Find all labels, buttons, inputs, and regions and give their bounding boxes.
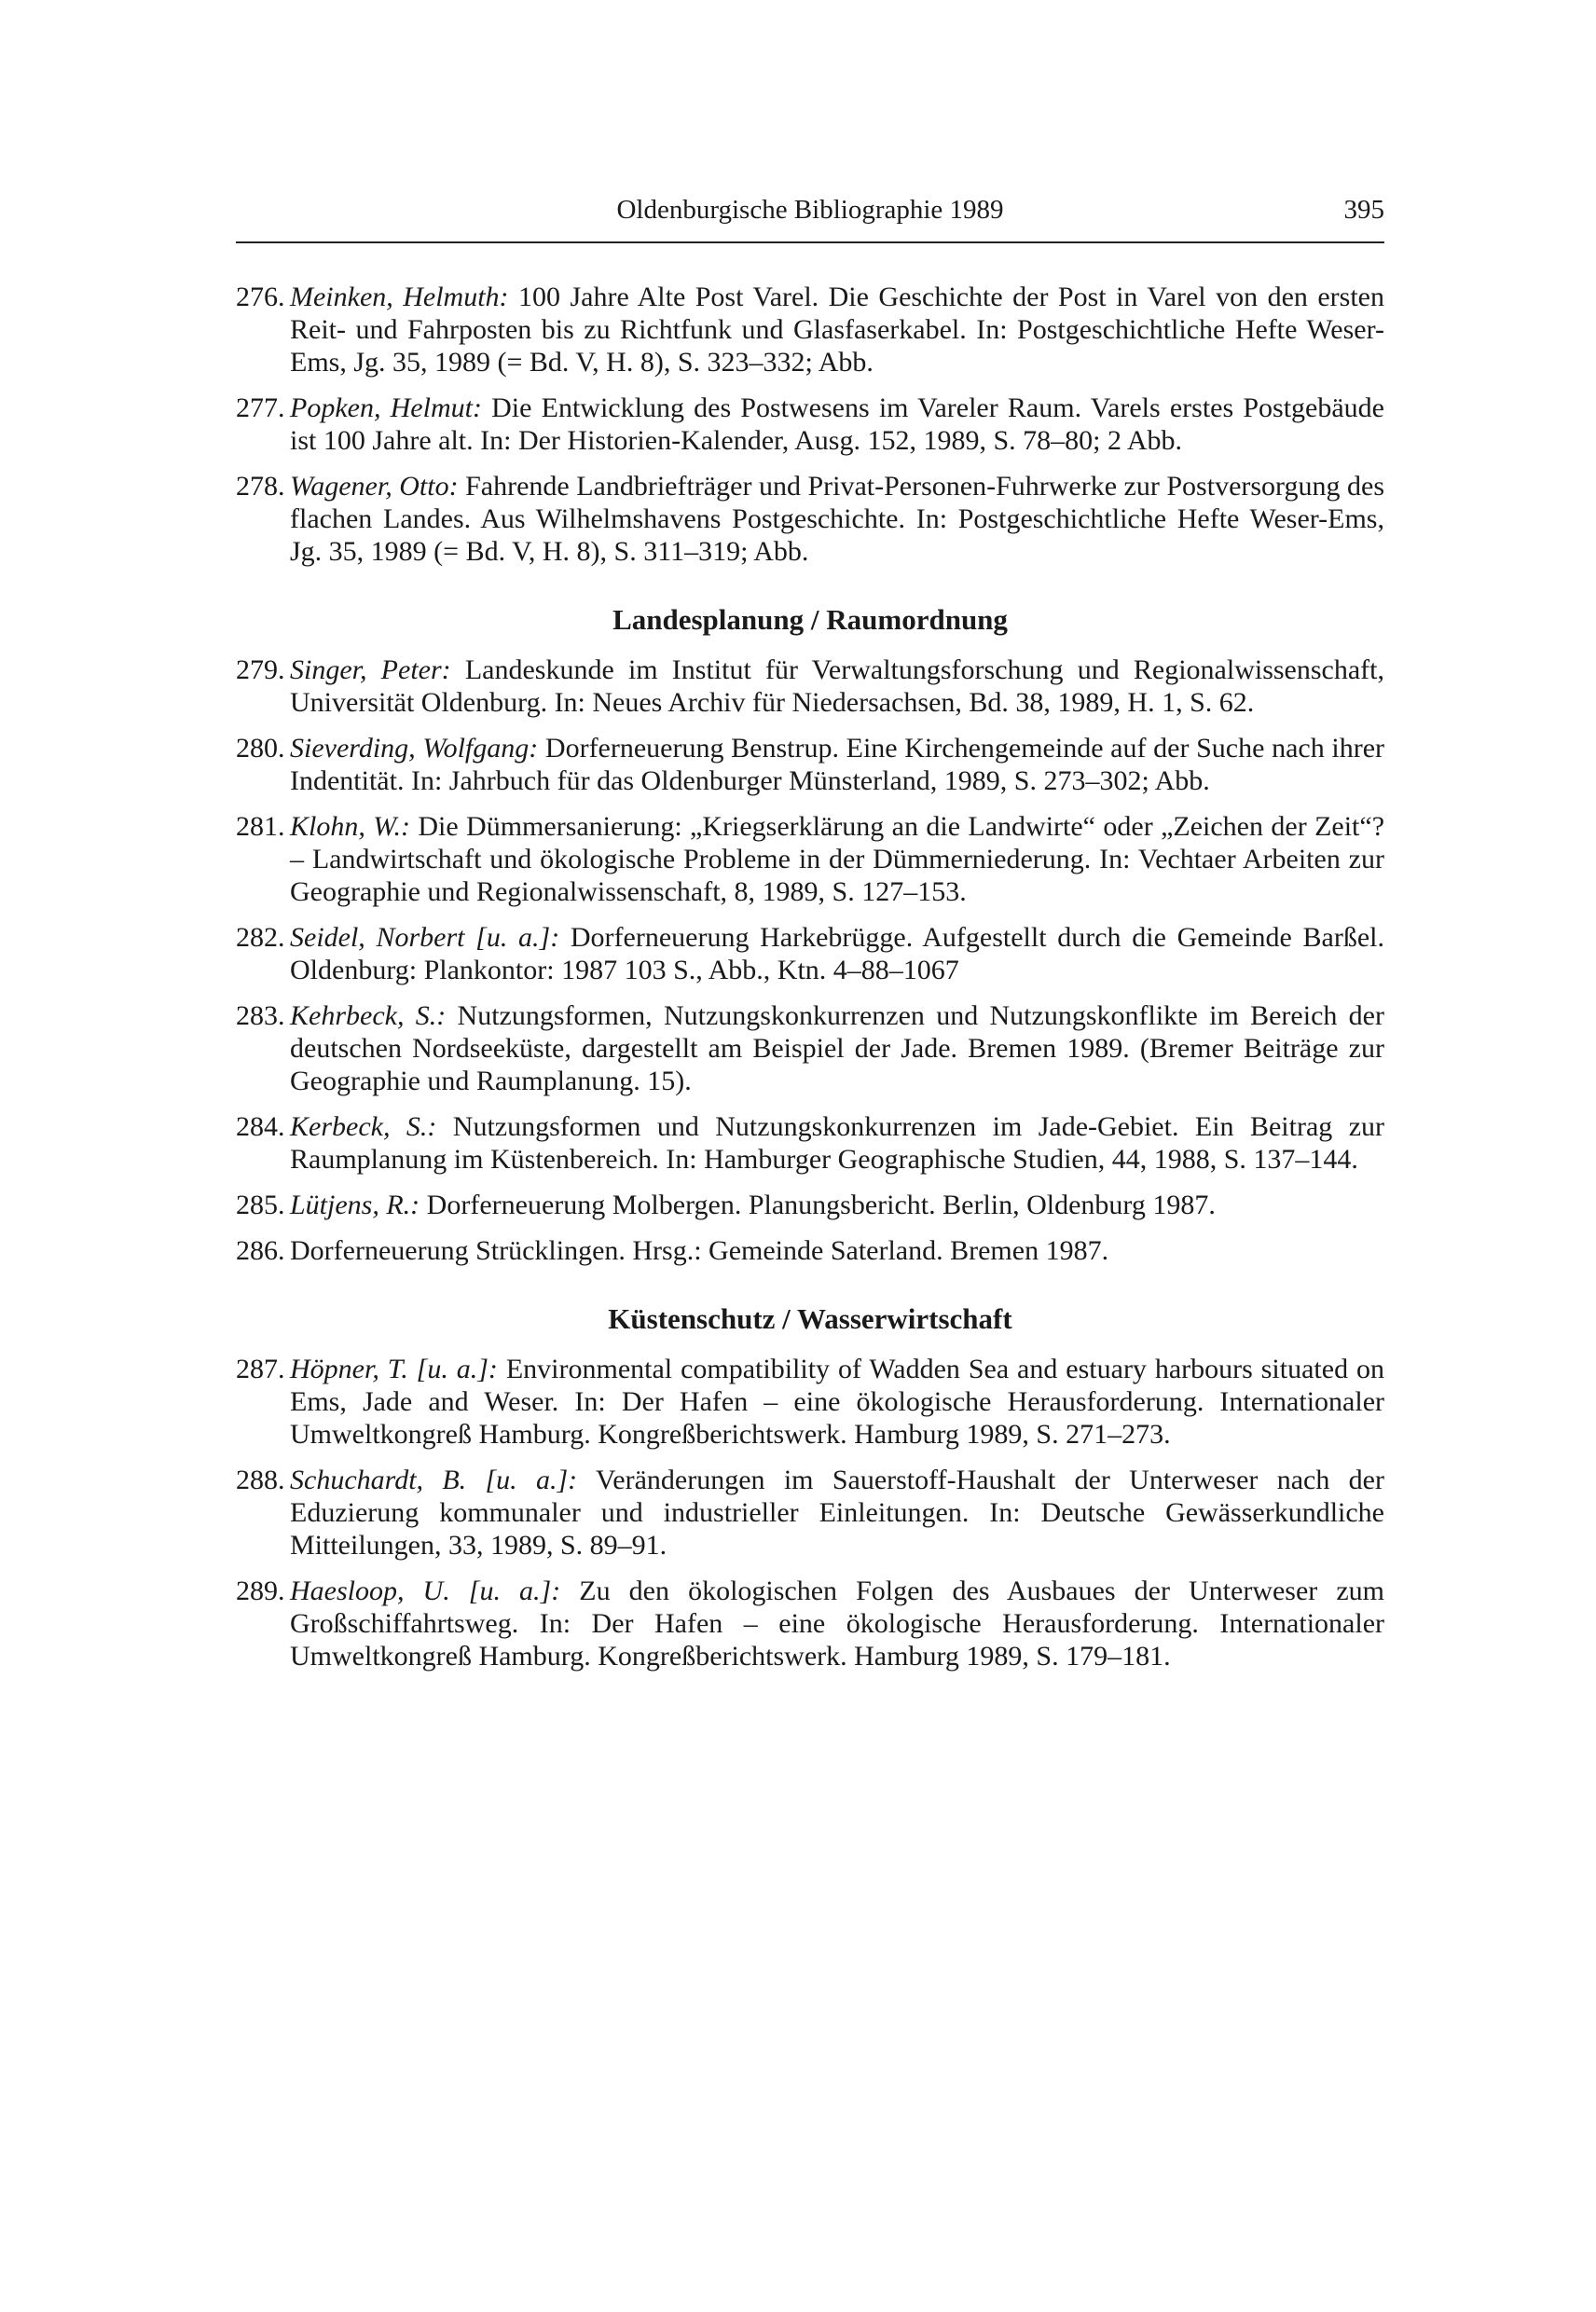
- entry-description: Veränderungen im Sauerstoff-Haushalt der Unterweser nach der Eduzierung kommunaler und industrieller Einleitungen. In: Deutsche Gewässerkundliche Mitteilungen, 33, 1989, S. 89–91.: [290, 1465, 1384, 1561]
- entry-number: 285.: [236, 1190, 285, 1220]
- section-heading: Küstenschutz / Wasserwirtschaft: [608, 1302, 1012, 1335]
- entry-number: 281.: [236, 811, 285, 842]
- bibliography-entry: [236, 810, 1384, 908]
- entry-text: [290, 1353, 1384, 1451]
- entry-number: 276.: [236, 282, 285, 312]
- entry-number: 284.: [236, 1111, 285, 1142]
- bibliography-entry: [236, 1353, 1384, 1451]
- entry-description: Zu den ökologischen Folgen des Ausbaues der Unterweser zum Großschiffahrtsweg. In: Der Hafen – eine ökologische Herausforderung. Internationaler Umweltkongreß Hamburg. Kongreßberichtswerk. Hamburg 1989, S. 179–181.: [290, 1576, 1385, 1672]
- entry-author: Kehrbeck, S.:: [290, 1000, 447, 1031]
- entry-description: Nutzungsformen, Nutzungskonkurrenzen und Nutzungskonflikte im Bereich der deutschen Nordseeküste, dargestellt am Beispiel der Jade. Bremen 1989. (Bremer Beiträge zur Geographie und Raumplanung. 15).: [290, 1000, 1384, 1096]
- bibliography-list: [236, 281, 1384, 1672]
- entry-author: Lütjens, R.:: [290, 1190, 420, 1220]
- entry-author: Sieverding, Wolfgang:: [290, 733, 539, 764]
- entry-text: [290, 1575, 1384, 1672]
- entry-text: [290, 1189, 1384, 1221]
- bibliography-entry: [236, 1575, 1384, 1672]
- entry-author: Kerbeck, S.:: [290, 1111, 437, 1142]
- entry-text: [290, 1234, 1384, 1267]
- bibliography-entry: [236, 1464, 1384, 1562]
- entry-description: Fahrende Landbriefträger und Privat-Personen-Fuhrwerke zur Postversorgung des flachen Landes. Aus Wilhelmshavens Postgeschichte. In: Postgeschichtliche Hefte Weser-Ems, Jg. 35, 1989 (= Bd. V, H. 8), S. 311–319; Abb.: [290, 471, 1384, 567]
- bibliography-entry: [236, 921, 1384, 986]
- entry-description: Dorferneuerung Strücklingen. Hrsg.: Gemeinde Saterland. Bremen 1987.: [290, 1235, 1109, 1266]
- entry-number: 289.: [236, 1576, 285, 1606]
- entry-text: [290, 1110, 1384, 1176]
- entry-text: [290, 470, 1384, 568]
- page: [236, 191, 1384, 1686]
- bibliography-entry: [236, 999, 1384, 1097]
- entry-author: Klohn, W.:: [290, 811, 410, 842]
- entry-author: Höpner, T. [u. a.]:: [290, 1354, 498, 1384]
- entry-text: [290, 1464, 1384, 1562]
- entry-author: Singer, Peter:: [290, 654, 451, 685]
- entry-description: Die Entwicklung des Postwesens im Vareler Raum. Varels erstes Postgebäude ist 100 Jahre alt. In: Der Historien-Kalender, Ausg. 152, 1989, S. 78–80; 2 Abb.: [290, 392, 1384, 456]
- entry-author: Meinken, Helmuth:: [290, 282, 509, 312]
- bibliography-entry: [236, 654, 1384, 719]
- entry-description: Nutzungsformen und Nutzungskonkurrenzen im Jade-Gebiet. Ein Beitrag zur Raumplanung im Küstenbereich. In: Hamburger Geographische Studien, 44, 1988, S. 137–144.: [290, 1111, 1385, 1175]
- entry-number: 286.: [236, 1235, 285, 1266]
- entry-text: [290, 392, 1384, 457]
- entry-number: 280.: [236, 733, 285, 764]
- running-head: [236, 191, 1384, 243]
- running-head-title: Oldenburgische Bibliographie 1989: [616, 195, 1004, 225]
- entry-text: [290, 732, 1384, 797]
- entry-author: Popken, Helmut:: [290, 392, 482, 423]
- entry-number: 277.: [236, 392, 285, 423]
- entry-text: [290, 810, 1384, 908]
- entry-description: Landeskunde im Institut für Verwaltungsforschung und Regionalwissenschaft, Universität Oldenburg. In: Neues Archiv für Niedersachsen, Bd. 38, 1989, H. 1, S. 62.: [290, 654, 1384, 718]
- entry-description: Dorferneuerung Molbergen. Planungsbericht. Berlin, Oldenburg 1987.: [420, 1190, 1216, 1220]
- entry-text: [290, 921, 1384, 986]
- entry-number: 283.: [236, 1000, 285, 1031]
- entry-description: Environmental compatibility of Wadden Sea and estuary harbours situated on Ems, Jade and Weser. In: Der Hafen – eine ökologische Herausforderung. Internationaler Umweltkongreß Hamburg. Kongreßberichtswerk. Hamburg 1989, S. 271–273.: [290, 1354, 1384, 1450]
- bibliography-entry: [236, 1234, 1384, 1267]
- bibliography-entry: [236, 281, 1384, 378]
- entry-author: Wagener, Otto:: [290, 471, 459, 502]
- entry-number: 282.: [236, 922, 285, 953]
- entry-text: [290, 654, 1384, 719]
- entry-author: Seidel, Norbert [u. a.]:: [290, 922, 560, 953]
- bibliography-entry: [236, 732, 1384, 797]
- entry-description: Die Dümmersanierung: „Kriegserklärung an die Landwirte“ oder „Zeichen der Zeit“? – Landwirtschaft und ökologische Probleme in der Dümmerniederung. In: Vechtaer Arbeiten zur Geographie und Regionalwissenschaft, 8, 1989, S. 127–153.: [290, 811, 1385, 907]
- entry-description: Dorferneuerung Harkebrügge. Aufgestellt durch die Gemeinde Barßel. Oldenburg: Plankontor: 1987 103 S., Abb., Ktn. 4–88–1067: [290, 922, 1384, 985]
- section-heading: Landesplanung / Raumordnung: [612, 603, 1008, 636]
- entry-number: 279.: [236, 654, 285, 685]
- bibliography-entry: [236, 470, 1384, 568]
- page-number: 395: [1343, 195, 1384, 225]
- bibliography-entry: [236, 1110, 1384, 1176]
- entry-author: Haesloop, U. [u. a.]:: [290, 1576, 561, 1606]
- bibliography-entry: [236, 392, 1384, 457]
- entry-author: Schuchardt, B. [u. a.]:: [290, 1465, 578, 1495]
- entry-text: [290, 281, 1384, 378]
- entry-text: [290, 999, 1384, 1097]
- entry-number: 287.: [236, 1354, 285, 1384]
- entry-description: 100 Jahre Alte Post Varel. Die Geschichte der Post in Varel von den ersten Reit- und Fahrposten bis zu Richtfunk und Glasfaserkabel. In: Postgeschichtliche Hefte Weser-Ems, Jg. 35, 1989 (= Bd. V, H. 8), S. 323–332; Abb.: [290, 282, 1385, 378]
- bibliography-entry: [236, 1189, 1384, 1221]
- entry-description: Dorferneuerung Benstrup. Eine Kirchengemeinde auf der Suche nach ihrer Indentität. In: Jahrbuch für das Oldenburger Münsterland, 1989, S. 273–302; Abb.: [290, 733, 1384, 796]
- entry-number: 288.: [236, 1465, 285, 1495]
- entry-number: 278.: [236, 471, 285, 502]
